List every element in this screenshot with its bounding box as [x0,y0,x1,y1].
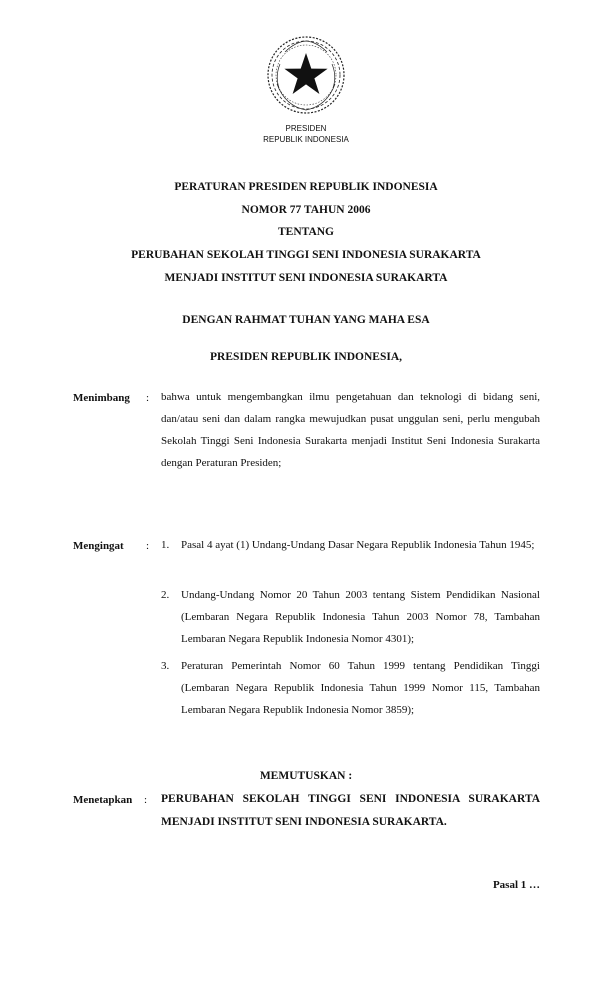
presiden-line: PRESIDEN REPUBLIK INDONESIA, [209,351,403,363]
emblem-caption-presiden: PRESIDEN [285,124,327,133]
menetapkan-text: PERUBAHAN SEKOLAH TINGGI SENI INDONESIA SURAKARTA MENJADI INSTITUT SENI INDONESIA SURAKARTA. [161,793,540,828]
regulation-subject-line1: PERUBAHAN SEKOLAH TINGGI SENI INDONESIA SURAKARTA [131,249,481,261]
next-page-reference: Pasal 1 … [492,879,540,891]
menimbang-colon: : [146,392,150,404]
garuda-emblem-icon [265,34,347,116]
regulation-title: PERATURAN PRESIDEN REPUBLIK INDONESIA [174,181,438,193]
mengingat-item [161,584,540,650]
mengingat-item [161,534,540,556]
regulation-number: NOMOR 77 TAHUN 2006 [241,204,371,216]
mengingat-item-number: 2. [161,589,170,601]
mengingat-item-text: Undang-Undang Nomor 20 Tahun 2003 tentang Sistem Pendidikan Nasional (Lembaran Negara Republik Indonesia Tahun 2003 Nomor 78, Tambahan Lembaran Negara Republik Indonesia Nomor 4301); [181,589,540,645]
mengingat-item-number: 3. [161,660,170,672]
menetapkan-label: Menetapkan [73,794,133,806]
memutuskan-heading: MEMUTUSKAN : [259,770,353,782]
regulation-subject-line2: MENJADI INSTITUT SENI INDONESIA SURAKARTA [164,272,448,284]
mengingat-item-text: Pasal 4 ayat (1) Undang-Undang Dasar Negara Republik Indonesia Tahun 1945; [181,539,535,551]
mengingat-label: Mengingat [73,540,124,552]
mengingat-colon: : [146,540,150,552]
regulation-tentang: TENTANG [277,226,335,238]
mengingat-item-text: Peraturan Pemerintah Nomor 60 Tahun 1999 tentang Pendidikan Tinggi (Lembaran Negara Republik Indonesia Tahun 1999 Nomor 115, Tambahan Lembaran Negara Republik Indonesia Nomor 3859); [181,660,540,716]
menetapkan-colon: : [144,794,148,806]
menimbang-label: Menimbang [73,392,130,404]
emblem-caption-republik: REPUBLIK INDONESIA [263,135,349,144]
menimbang-text: bahwa untuk mengembangkan ilmu pengetahuan dan teknologi di bidang seni, dan/atau seni dan dalam rangka mewujudkan pusat unggulan seni, perlu mengubah Sekolah Tinggi Seni Indonesia Surakarta menjadi Institut Seni Indonesia Surakarta dengan Peraturan Presiden; [161,391,540,469]
mengingat-item-number: 1. [161,539,170,551]
mengingat-item [161,655,540,721]
rahmat-line: DENGAN RAHMAT TUHAN YANG MAHA ESA [182,314,430,326]
